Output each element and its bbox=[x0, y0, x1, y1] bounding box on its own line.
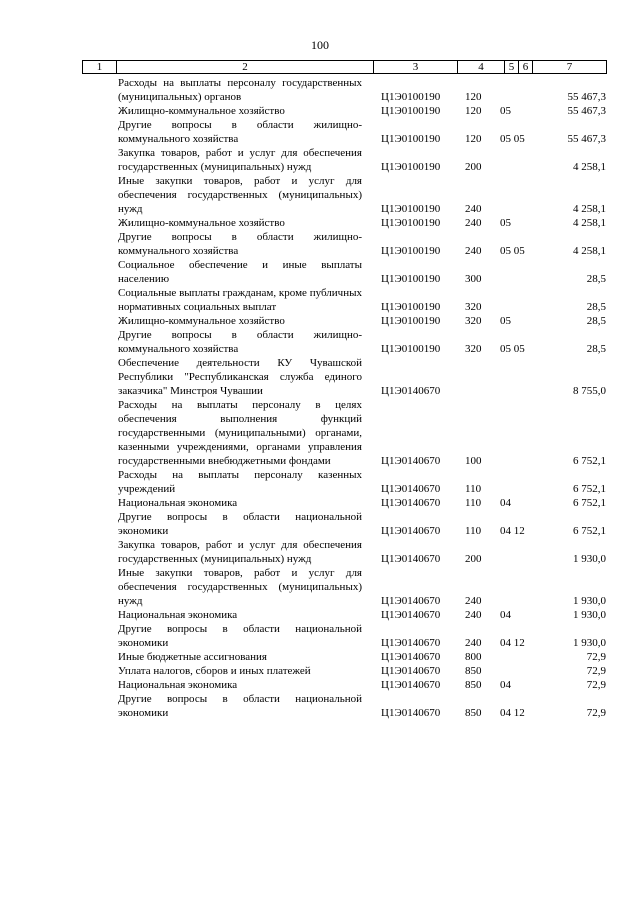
row-amount: 6 752,1 bbox=[573, 483, 606, 495]
row-amount: 28,5 bbox=[586, 273, 606, 285]
table-body bbox=[0, 76, 640, 720]
row-target-code: Ц1Э0140670 bbox=[381, 483, 441, 495]
row-name: Иные закупки товаров, работ и услуг для обеспечения государственных (муниципальных) нужд bbox=[118, 175, 362, 215]
row-expense-type: 240 bbox=[465, 245, 482, 257]
row-name: Закупка товаров, работ и услуг для обеспечения государственных (муниципальных) нужд bbox=[118, 147, 362, 173]
row-expense-type: 100 bbox=[465, 455, 482, 467]
row-amount: 6 752,1 bbox=[573, 455, 606, 467]
row-name: Расходы на выплаты персоналу в целях обеспечения выполнения функций государственными (муниципальными) органами, казенными учреждениями, органами управления государственными внебюджетными фондами bbox=[118, 399, 362, 467]
row-amount: 4 258,1 bbox=[573, 217, 606, 229]
table-row bbox=[0, 356, 640, 398]
row-target-code: Ц1Э0100190 bbox=[381, 217, 441, 229]
header-col-4: 4 bbox=[458, 61, 505, 73]
row-expense-type: 120 bbox=[465, 91, 482, 103]
row-target-code: Ц1Э0100190 bbox=[381, 343, 441, 355]
table-row bbox=[0, 174, 640, 216]
row-name: Другие вопросы в области жилищно-коммунального хозяйства bbox=[118, 119, 362, 145]
row-section: 04 12 bbox=[500, 707, 525, 719]
row-target-code: Ц1Э0140670 bbox=[381, 595, 441, 607]
row-section: 04 bbox=[500, 679, 511, 691]
table-row bbox=[0, 328, 640, 356]
row-expense-type: 850 bbox=[465, 679, 482, 691]
row-expense-type: 110 bbox=[465, 497, 482, 509]
table-row bbox=[0, 76, 640, 104]
row-name: Другие вопросы в области жилищно-коммунального хозяйства bbox=[118, 231, 362, 257]
table-row bbox=[0, 622, 640, 650]
row-amount: 28,5 bbox=[586, 343, 606, 355]
row-target-code: Ц1Э0140670 bbox=[381, 525, 441, 537]
row-target-code: Ц1Э0140670 bbox=[381, 497, 441, 509]
row-expense-type: 300 bbox=[465, 273, 482, 285]
row-amount: 4 258,1 bbox=[573, 245, 606, 257]
table-header bbox=[82, 60, 607, 74]
table-row bbox=[0, 398, 640, 468]
table-row bbox=[0, 468, 640, 496]
row-name: Закупка товаров, работ и услуг для обеспечения государственных (муниципальных) нужд bbox=[118, 539, 362, 565]
table-row bbox=[0, 146, 640, 174]
row-expense-type: 320 bbox=[465, 343, 482, 355]
row-target-code: Ц1Э0140670 bbox=[381, 679, 441, 691]
row-section: 04 12 bbox=[500, 525, 525, 537]
table-row bbox=[0, 664, 640, 678]
row-expense-type: 240 bbox=[465, 637, 482, 649]
row-amount: 1 930,0 bbox=[573, 609, 606, 621]
row-expense-type: 240 bbox=[465, 595, 482, 607]
row-amount: 55 467,3 bbox=[567, 105, 606, 117]
row-target-code: Ц1Э0100190 bbox=[381, 91, 441, 103]
row-expense-type: 240 bbox=[465, 609, 482, 621]
row-target-code: Ц1Э0140670 bbox=[381, 385, 441, 397]
row-amount: 55 467,3 bbox=[567, 91, 606, 103]
table-row bbox=[0, 608, 640, 622]
row-target-code: Ц1Э0140670 bbox=[381, 553, 441, 565]
table-row bbox=[0, 104, 640, 118]
row-section: 05 05 bbox=[500, 245, 525, 257]
row-target-code: Ц1Э0140670 bbox=[381, 707, 441, 719]
row-expense-type: 240 bbox=[465, 203, 482, 215]
row-target-code: Ц1Э0100190 bbox=[381, 203, 441, 215]
header-col-6: 6 bbox=[519, 61, 533, 73]
header-col-1: 1 bbox=[83, 61, 117, 73]
row-expense-type: 110 bbox=[465, 525, 482, 537]
header-col-7: 7 bbox=[566, 61, 573, 73]
row-expense-type: 110 bbox=[465, 483, 482, 495]
table-row bbox=[0, 692, 640, 720]
row-expense-type: 240 bbox=[465, 217, 482, 229]
row-name: Расходы на выплаты персоналу государственных (муниципальных) органов bbox=[118, 77, 362, 103]
row-target-code: Ц1Э0140670 bbox=[381, 455, 441, 467]
row-amount: 28,5 bbox=[586, 315, 606, 327]
row-amount: 8 755,0 bbox=[573, 385, 606, 397]
table-row bbox=[0, 314, 640, 328]
row-name: Социальное обеспечение и иные выплаты населению bbox=[118, 259, 362, 285]
row-name: Национальная экономика bbox=[118, 679, 238, 691]
row-target-code: Ц1Э0140670 bbox=[381, 665, 441, 677]
row-target-code: Ц1Э0140670 bbox=[381, 651, 441, 663]
table-row bbox=[0, 678, 640, 692]
row-name: Жилищно-коммунальное хозяйство bbox=[118, 217, 285, 229]
row-name: Расходы на выплаты персоналу казенных учреждений bbox=[118, 469, 362, 495]
row-expense-type: 850 bbox=[465, 707, 482, 719]
row-name: Иные бюджетные ассигнования bbox=[118, 651, 267, 663]
row-amount: 6 752,1 bbox=[573, 525, 606, 537]
row-amount: 72,9 bbox=[586, 651, 606, 663]
row-expense-type: 850 bbox=[465, 665, 482, 677]
header-col-3: 3 bbox=[374, 61, 458, 73]
row-expense-type: 200 bbox=[465, 161, 482, 173]
row-amount: 1 930,0 bbox=[573, 595, 606, 607]
row-amount: 28,5 bbox=[586, 301, 606, 313]
row-target-code: Ц1Э0140670 bbox=[381, 609, 441, 621]
table-row bbox=[0, 258, 640, 286]
row-name: Жилищно-коммунальное хозяйство bbox=[118, 105, 285, 117]
row-target-code: Ц1Э0100190 bbox=[381, 161, 441, 173]
page-number: 100 bbox=[311, 38, 329, 52]
row-expense-type: 120 bbox=[465, 105, 482, 117]
row-name: Другие вопросы в области национальной экономики bbox=[118, 623, 362, 649]
row-section: 05 bbox=[500, 217, 511, 229]
row-amount: 55 467,3 bbox=[567, 133, 606, 145]
header-col-5: 5 bbox=[505, 61, 519, 73]
table-row bbox=[0, 650, 640, 664]
row-name: Другие вопросы в области национальной экономики bbox=[118, 511, 362, 537]
row-amount: 4 258,1 bbox=[573, 203, 606, 215]
row-target-code: Ц1Э0100190 bbox=[381, 273, 441, 285]
row-amount: 1 930,0 bbox=[573, 637, 606, 649]
row-section: 04 bbox=[500, 497, 511, 509]
table-row bbox=[0, 496, 640, 510]
table-row bbox=[0, 216, 640, 230]
header-col-2: 2 bbox=[117, 61, 374, 73]
row-section: 05 bbox=[500, 315, 511, 327]
row-amount: 6 752,1 bbox=[573, 497, 606, 509]
row-amount: 72,9 bbox=[586, 707, 606, 719]
row-amount: 4 258,1 bbox=[573, 161, 606, 173]
row-target-code: Ц1Э0100190 bbox=[381, 105, 441, 117]
table-row bbox=[0, 566, 640, 608]
row-section: 05 05 bbox=[500, 343, 525, 355]
row-name: Обеспечение деятельности КУ Чувашской Республики "Республиканская служба единого заказчика" Минстроя Чувашии bbox=[118, 357, 362, 397]
row-name: Социальные выплаты гражданам, кроме публичных нормативных социальных выплат bbox=[118, 287, 362, 313]
row-expense-type: 200 bbox=[465, 553, 482, 565]
table-row bbox=[0, 286, 640, 314]
row-section: 05 05 bbox=[500, 133, 525, 145]
row-name: Другие вопросы в области жилищно-коммунального хозяйства bbox=[118, 329, 362, 355]
row-name: Национальная экономика bbox=[118, 497, 238, 509]
row-expense-type: 800 bbox=[465, 651, 482, 663]
row-name: Другие вопросы в области национальной экономики bbox=[118, 693, 362, 719]
row-section: 04 12 bbox=[500, 637, 525, 649]
row-name: Иные закупки товаров, работ и услуг для обеспечения государственных (муниципальных) нужд bbox=[118, 567, 362, 607]
table-row bbox=[0, 510, 640, 538]
row-target-code: Ц1Э0100190 bbox=[381, 133, 441, 145]
row-expense-type: 320 bbox=[465, 301, 482, 313]
row-amount: 72,9 bbox=[586, 665, 606, 677]
row-expense-type: 320 bbox=[465, 315, 482, 327]
row-target-code: Ц1Э0100190 bbox=[381, 301, 441, 313]
row-expense-type: 120 bbox=[465, 133, 482, 145]
row-name: Жилищно-коммунальное хозяйство bbox=[118, 315, 285, 327]
row-target-code: Ц1Э0100190 bbox=[381, 315, 441, 327]
row-name: Национальная экономика bbox=[118, 609, 238, 621]
row-name: Уплата налогов, сборов и иных платежей bbox=[118, 665, 311, 677]
row-amount: 72,9 bbox=[586, 679, 606, 691]
table-row bbox=[0, 118, 640, 146]
table-row bbox=[0, 538, 640, 566]
table-row bbox=[0, 230, 640, 258]
row-amount: 1 930,0 bbox=[573, 553, 606, 565]
row-section: 05 bbox=[500, 105, 511, 117]
row-target-code: Ц1Э0140670 bbox=[381, 637, 441, 649]
row-section: 04 bbox=[500, 609, 511, 621]
row-target-code: Ц1Э0100190 bbox=[381, 245, 441, 257]
